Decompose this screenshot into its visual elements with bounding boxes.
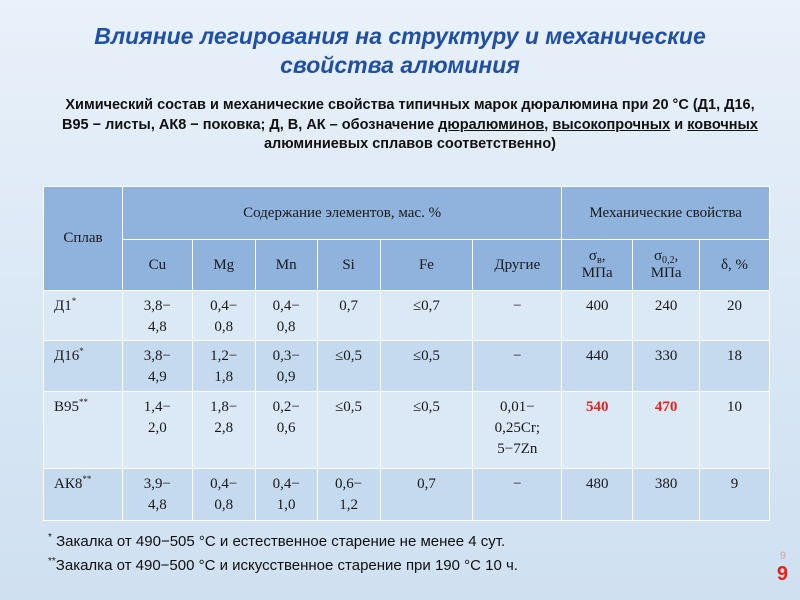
cell-mn: 0,2− 0,6 <box>255 392 317 469</box>
cell-sigma-b: 400 <box>562 291 633 341</box>
cell-alloy: Д16* <box>44 341 123 392</box>
caption-sep-1: , <box>544 116 553 133</box>
cell-sigma-02: 330 <box>633 341 700 392</box>
cell-delta: 10 <box>700 392 770 469</box>
link-high-strength[interactable]: высокопрочных <box>552 116 671 133</box>
header-fe: Fe <box>380 240 473 291</box>
cell-other: − <box>473 291 562 341</box>
cell-mn: 0,3− 0,9 <box>255 341 317 392</box>
cell-sigma-02: 470 <box>633 392 700 469</box>
cell-fe: 0,7 <box>380 469 473 521</box>
header-mg: Mg <box>192 240 255 291</box>
header-mn: Mn <box>255 240 317 291</box>
cell-mg: 0,4− 0,8 <box>192 291 255 341</box>
link-duralumins[interactable]: дюралюминов <box>438 116 545 133</box>
cell-sigma-02: 380 <box>633 469 700 521</box>
cell-si: ≤0,5 <box>317 392 380 469</box>
header-other: Другие <box>473 240 562 291</box>
header-si: Si <box>317 240 380 291</box>
table-row <box>44 291 770 341</box>
cell-fe: ≤0,5 <box>380 341 473 392</box>
header-alloy: Сплав <box>44 187 123 291</box>
cell-mn: 0,4− 0,8 <box>255 291 317 341</box>
cell-cu: 3,8− 4,9 <box>122 341 192 392</box>
cell-si: 0,6− 1,2 <box>317 469 380 521</box>
table-caption <box>55 96 765 155</box>
caption-text-1: Химический состав и механические свойства типичных марок дюралюмина при 20 °С (Д1, Д16, В95 − листы, АК8 − поковка; Д, В, АК – обозначение <box>62 97 755 133</box>
cell-sigma-b: 480 <box>562 469 633 521</box>
header-sigma-b: $\sigma_в$, МПа <box>562 240 633 291</box>
slide-title <box>20 22 780 80</box>
cell-mg: 1,8− 2,8 <box>192 392 255 469</box>
link-forging[interactable]: ковочных <box>687 116 758 133</box>
table-row <box>44 392 770 469</box>
header-delta: δ, % <box>700 240 770 291</box>
caption-sep-2: и <box>670 116 688 133</box>
table-row <box>44 341 770 392</box>
page-number: 9 <box>776 563 788 585</box>
cell-delta: 20 <box>700 291 770 341</box>
cell-alloy: Д1* <box>44 291 123 341</box>
cell-cu: 3,9− 4,8 <box>122 469 192 521</box>
cell-mg: 0,4− 0,8 <box>192 469 255 521</box>
cell-si: ≤0,5 <box>317 341 380 392</box>
cell-cu: 1,4− 2,0 <box>122 392 192 469</box>
table-row <box>44 469 770 521</box>
cell-other: − <box>473 469 562 521</box>
alloy-properties-table <box>43 186 770 521</box>
cell-sigma-b: 440 <box>562 341 633 392</box>
footnotes <box>48 530 748 578</box>
footnote-2: **Закалка от 490−500 °С и искусственное старение при 190 °С 10 ч. <box>48 556 518 574</box>
cell-delta: 9 <box>700 469 770 521</box>
cell-other: − <box>473 341 562 392</box>
cell-alloy: В95** <box>44 392 123 469</box>
page-number-ghost: 9 <box>779 550 786 562</box>
header-composition: Содержание элементов, мас. % <box>122 187 561 240</box>
caption-text-2: алюминиевых сплавов соответственно) <box>263 136 557 152</box>
cell-fe: ≤0,5 <box>380 392 473 469</box>
table-body <box>44 291 770 521</box>
cell-fe: ≤0,7 <box>380 291 473 341</box>
header-cu: Cu <box>122 240 192 291</box>
slide-title-line-1: Влияние легирования на структуру и механические <box>94 23 706 49</box>
cell-cu: 3,8− 4,8 <box>122 291 192 341</box>
cell-mn: 0,4− 1,0 <box>255 469 317 521</box>
cell-other: 0,01− 0,25Cr; 5−7Zn <box>473 392 562 469</box>
cell-mg: 1,2− 1,8 <box>192 341 255 392</box>
header-mechanical: Механические свойства <box>562 187 770 240</box>
cell-delta: 18 <box>700 341 770 392</box>
cell-sigma-02: 240 <box>633 291 700 341</box>
header-sigma-02: $\sigma_{0,2}$, МПа <box>633 240 700 291</box>
slide-title-line-2: свойства алюминия <box>280 52 520 78</box>
footnote-1: * Закалка от 490−505 °С и естественное старение не менее 4 сут. <box>48 532 506 550</box>
cell-alloy: АК8** <box>44 469 123 521</box>
cell-sigma-b: 540 <box>562 392 633 469</box>
cell-si: 0,7 <box>317 291 380 341</box>
